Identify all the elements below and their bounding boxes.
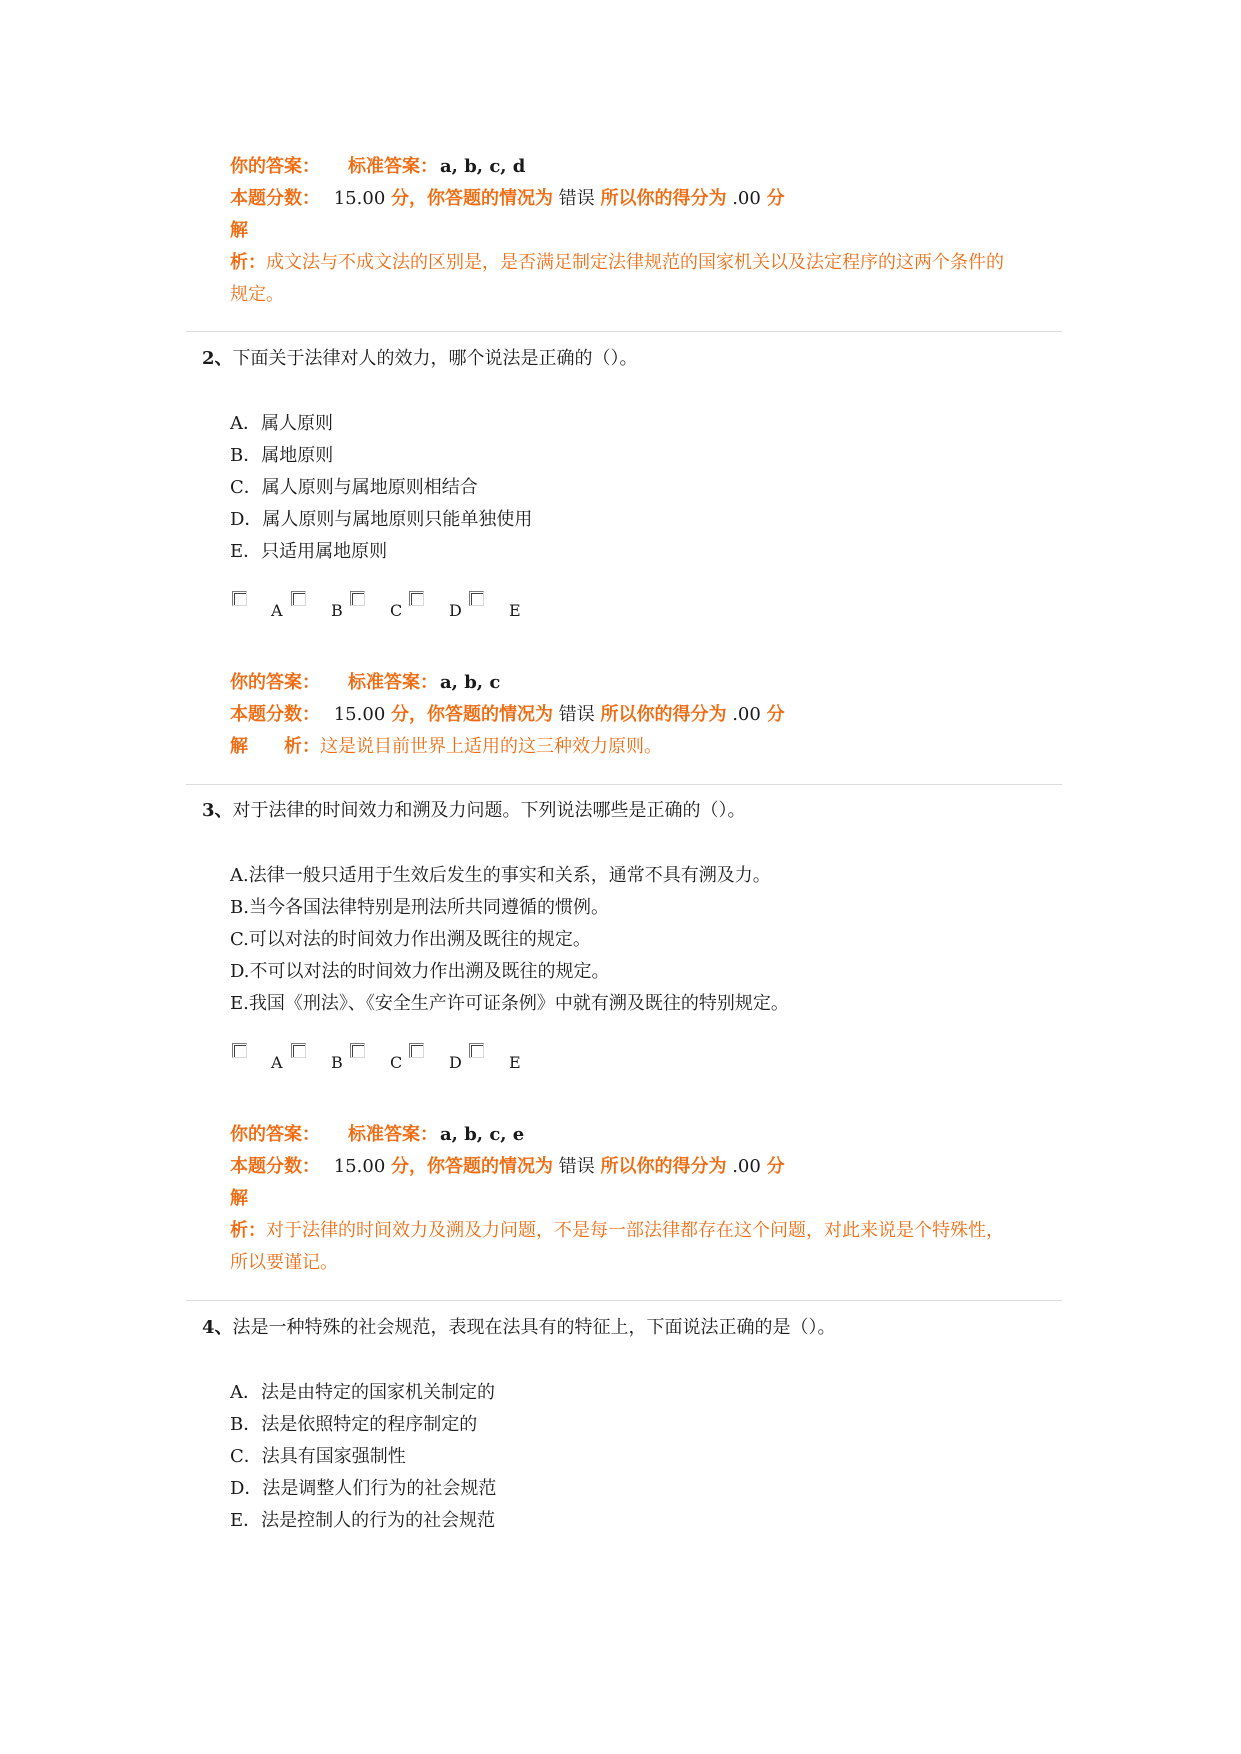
question-text xyxy=(202,347,638,371)
option-d: D．属人原则与属地原则只能单独使用 xyxy=(230,509,533,530)
checkbox-c[interactable] xyxy=(350,1043,365,1058)
your-score-label: 所以你的得分为 xyxy=(600,188,727,209)
divider xyxy=(186,331,1062,332)
option-b: B．属地原则 xyxy=(230,445,334,466)
option-c: C.可以对法的时间效力作出溯及既往的规定。 xyxy=(230,929,591,950)
analysis-xi: 析： xyxy=(230,1220,266,1241)
option-e: E．法是控制人的行为的社会规范 xyxy=(230,1510,496,1531)
result-text: 错误 xyxy=(558,188,595,209)
option-e: E．只适用属地原则 xyxy=(230,541,388,562)
option-a: A．法是由特定的国家机关制定的 xyxy=(230,1382,495,1403)
your-score-value: .00 xyxy=(732,704,761,725)
your-score-label: 所以你的得分为 xyxy=(600,1156,727,1177)
checkbox-e-label: E xyxy=(509,601,521,620)
checkbox-e[interactable] xyxy=(469,1043,484,1058)
analysis-text: 成文法与不成文法的区别是，是否满足制定法律规范的国家机关以及法定程序的这两个条件的 xyxy=(266,252,1004,273)
analysis-jie: 解 xyxy=(230,220,248,241)
your-answer-label: 你的答案： xyxy=(230,156,320,177)
your-answer-label: 你的答案： xyxy=(230,1124,320,1145)
standard-answer-label: 标准答案： xyxy=(348,156,438,177)
checkbox-e-label: E xyxy=(509,1053,521,1072)
score-unit: 分 xyxy=(766,704,785,725)
checkbox-d[interactable] xyxy=(409,591,424,606)
option-d: D.不可以对法的时间效力作出溯及既往的规定。 xyxy=(230,961,610,982)
question-stem: 法是一种特殊的社会规范，表现在法具有的特征上，下面说法正确的是（）。 xyxy=(232,1317,836,1338)
score-unit: 分 xyxy=(766,188,785,209)
score-line xyxy=(230,1155,785,1179)
analysis-text: 这是说目前世界上适用的这三种效力原则。 xyxy=(320,736,662,757)
score-line xyxy=(230,703,785,727)
analysis-line xyxy=(230,735,662,759)
checkbox-d[interactable] xyxy=(409,1043,424,1058)
score-line xyxy=(230,187,785,211)
checkbox-d-label: D xyxy=(449,601,462,620)
divider xyxy=(186,1300,1062,1301)
option-a: A．属人原则 xyxy=(230,413,333,434)
analysis-label: 解 析： xyxy=(230,736,320,757)
checkbox-d-label: D xyxy=(449,1053,462,1072)
checkbox-b-label: B xyxy=(331,601,343,620)
score-label: 本题分数： xyxy=(230,704,320,725)
checkbox-a-label: A xyxy=(271,601,283,620)
option-d: D．法是调整人们行为的社会规范 xyxy=(230,1478,497,1499)
checkbox-b[interactable] xyxy=(291,1043,306,1058)
analysis-jie: 解 xyxy=(230,1188,248,1209)
points-unit: 分，你答题的情况为 xyxy=(391,188,553,209)
analysis-text: 对于法律的时间效力及溯及力问题，不是每一部法律都存在这个问题，对此来说是个特殊性， xyxy=(266,1220,1004,1241)
question-text xyxy=(202,1316,836,1340)
checkbox-b-label: B xyxy=(331,1053,343,1072)
score-value: 15.00 xyxy=(333,188,386,209)
option-c: C．法具有国家强制性 xyxy=(230,1446,406,1467)
points-unit: 分，你答题的情况为 xyxy=(391,1156,553,1177)
option-e: E.我国《刑法》、《安全生产许可证条例》中就有溯及既往的特别规定。 xyxy=(230,993,789,1014)
question-number: 3、 xyxy=(202,800,233,821)
score-value: 15.00 xyxy=(333,704,386,725)
checkbox-a[interactable] xyxy=(232,1043,247,1058)
standard-answer-value: a, b, c, e xyxy=(440,1124,525,1145)
points-unit: 分，你答题的情况为 xyxy=(391,704,553,725)
checkbox-c-label: C xyxy=(390,1053,403,1072)
standard-answer-label: 标准答案： xyxy=(348,1124,438,1145)
question-number: 4、 xyxy=(202,1317,233,1338)
standard-answer-value: a, b, c xyxy=(440,672,501,693)
checkbox-c[interactable] xyxy=(350,591,365,606)
checkbox-e[interactable] xyxy=(469,591,484,606)
checkbox-a-label: A xyxy=(271,1053,283,1072)
option-b: B．法是依照特定的程序制定的 xyxy=(230,1414,478,1435)
your-score-label: 所以你的得分为 xyxy=(600,704,727,725)
option-b: B.当今各国法律特别是刑法所共同遵循的惯例。 xyxy=(230,897,609,918)
score-label: 本题分数： xyxy=(230,1156,320,1177)
analysis-line-1 xyxy=(230,1219,1004,1243)
question-text xyxy=(202,799,746,823)
checkbox-c-label: C xyxy=(390,601,403,620)
option-c: C．属人原则与属地原则相结合 xyxy=(230,477,478,498)
analysis-line-1 xyxy=(230,251,1004,275)
analysis-line-2: 所以要谨记。 xyxy=(230,1252,338,1273)
result-text: 错误 xyxy=(558,1156,595,1177)
checkbox-b[interactable] xyxy=(291,591,306,606)
question-number: 2、 xyxy=(202,348,233,369)
your-score-value: .00 xyxy=(732,188,761,209)
standard-answer-value: a, b, c, d xyxy=(440,156,526,177)
score-value: 15.00 xyxy=(333,1156,386,1177)
option-a: A.法律一般只适用于生效后发生的事实和关系，通常不具有溯及力。 xyxy=(230,865,771,886)
question-stem: 下面关于法律对人的效力，哪个说法是正确的（）。 xyxy=(232,348,638,369)
your-answer-label: 你的答案： xyxy=(230,672,320,693)
analysis-line-2: 规定。 xyxy=(230,284,284,305)
score-label: 本题分数： xyxy=(230,188,320,209)
checkbox-a[interactable] xyxy=(232,591,247,606)
question-stem: 对于法律的时间效力和溯及力问题。下列说法哪些是正确的（）。 xyxy=(232,800,746,821)
result-text: 错误 xyxy=(558,704,595,725)
your-score-value: .00 xyxy=(732,1156,761,1177)
divider xyxy=(186,784,1062,785)
score-unit: 分 xyxy=(766,1156,785,1177)
analysis-xi: 析： xyxy=(230,252,266,273)
standard-answer-label: 标准答案： xyxy=(348,672,438,693)
